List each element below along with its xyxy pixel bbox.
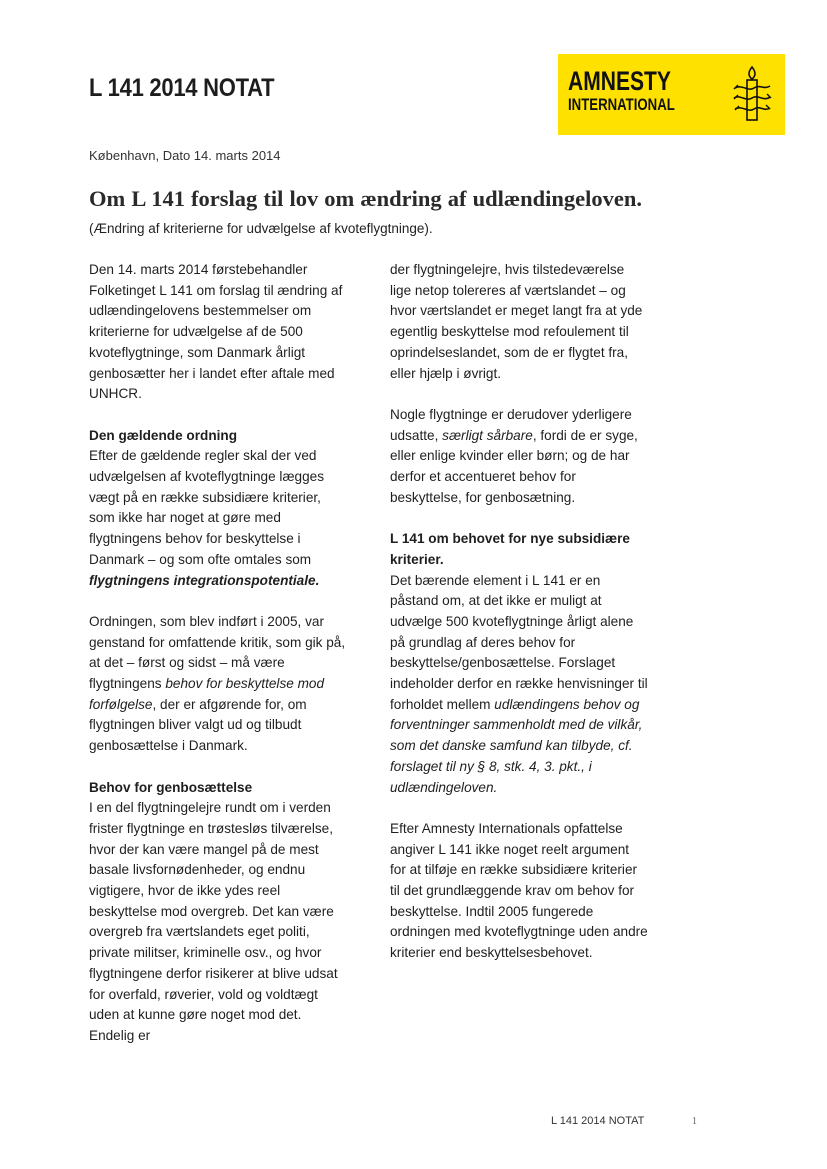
emphasis-protection-need: behov for beskyttelse mod forfølgelse bbox=[89, 676, 325, 712]
emphasis-integration-potential: flygtningens integrationspotentiale. bbox=[89, 572, 320, 588]
dateline: København, Dato 14. marts 2014 bbox=[89, 148, 281, 163]
document-title: L 141 2014 NOTAT bbox=[89, 74, 275, 102]
conclusion-paragraph: Efter Amnesty Internationals opfattelse angiver L 141 ikke noget reelt argument for at tilføje en række subsidiære kriterier til det grundlæggende krav om behov for beskyttelse. Indtil 2005 fungerede ordningen med kvoteflygtninge uden andre kriterier end beskyttelsesbehovet. bbox=[390, 820, 648, 961]
vulnerable-paragraph: Nogle flygtninge er derudover yderligere udsatte, særligt sårbare, fordi de er syge, eller enlige kvinder eller børn; og de har derfor et accentueret behov for beskyttelse, for genbosætning. bbox=[390, 406, 638, 505]
criticism-paragraph: Ordningen, som blev indført i 2005, var genstand for omfattende kritik, som gik på, at det – først og sidst – må være flygtningens behov for beskyttelse mod forfølgelse, der er afgørende for, om flygtningen bliver valgt ud og tilbudt genbosættelse i Danmark. bbox=[89, 613, 346, 754]
heading-subtitle: (Ændring af kriterierne for udvælgelse af kvoteflygtninge). bbox=[89, 221, 433, 236]
candle-icon bbox=[730, 64, 774, 126]
heading-main: Om L 141 forslag til lov om ændring af udlændingeloven. bbox=[89, 186, 642, 211]
section-heading-resettlement: Behov for genbosættelse bbox=[89, 779, 253, 795]
logo-wordmark: AMNESTY bbox=[568, 66, 671, 96]
logo-subtitle: INTERNATIONAL bbox=[568, 96, 675, 114]
section-heading-current-scheme: Den gældende ordning bbox=[89, 427, 238, 443]
footer-label: L 141 2014 NOTAT bbox=[551, 1115, 645, 1127]
current-scheme-paragraph: Efter de gældende regler skal der ved udvælgelsen af kvoteflygtninge lægges vægt på en række subsidiære kriterier, som ikke har noget at gøre med flygtningens behov for beskyttelse i Danmark – og som ofte omtales som flygtningens integrationspotentiale. bbox=[89, 448, 325, 588]
main-heading bbox=[89, 185, 642, 242]
l141-paragraph: Det bærende element i L 141 er en påstand om, at det ikke er muligt at udvælge 500 kvoteflygtninge årligt alene på grundlag af deres behov for beskyttelse/genbosættelse. Forslaget indeholder derfor en række henvisninger til forholdet mellem udlændingens behov og forventninger sammenholdt med de vilkår, som det danske samfund kan tilbyde, cf. forslaget til ny § 8, stk. 4, 3. pkt., i udlændingeloven. bbox=[390, 572, 648, 795]
resettlement-paragraph: I en del flygtningelejre rundt om i verden frister flygtninge en trøstesløs tilværelse, hvor der kan være mangel på de mest basale livsfornødenheder, og endnu vigtigere, hvor de ikke ydes reel beskyttelse mod overgreb. Det kan være overgreb fra værtslandets eget politi, private militser, kriminelle osv., og hvor flygtningene derfor risikerer at blive udsat for overfald, røverier, vold og voldtægt uden at kunne gøre noget mod det. Endelig er bbox=[89, 800, 338, 1043]
continuation-paragraph: der flygtningelejre, hvis tilstedeværelse lige netop tolereres af værtslandet – og hvor værtslandet er meget langt fra at yde egentlig beskyttelse mod refoulement til oprindelseslandet, som de er flygtet fra, eller hjælp i øvrigt. bbox=[390, 262, 643, 381]
section-heading-l141: L 141 om behovet for nye subsidiære kriterier. bbox=[390, 531, 630, 567]
right-column bbox=[390, 260, 648, 985]
amnesty-logo bbox=[558, 54, 785, 135]
emphasis-criteria-quote: udlændingens behov og forventninger sammenholdt med de vilkår, som det danske samfund kan tilbyde, cf. forslaget til ny § 8, stk. 4, 3. pkt., i udlændingeloven. bbox=[390, 696, 643, 795]
page-number: 1 bbox=[692, 1116, 697, 1127]
intro-paragraph: Den 14. marts 2014 førstebehandler Folketinget L 141 om forslag til ændring af udlændingelovens bestemmelser om kriterierne for udvælgelse af de 500 kvoteflygtninge, som Danmark årligt genbosætter her i landet efter aftale med UNHCR. bbox=[89, 262, 343, 402]
left-column bbox=[89, 260, 347, 1067]
emphasis-vulnerable: særligt sårbare bbox=[442, 427, 533, 443]
